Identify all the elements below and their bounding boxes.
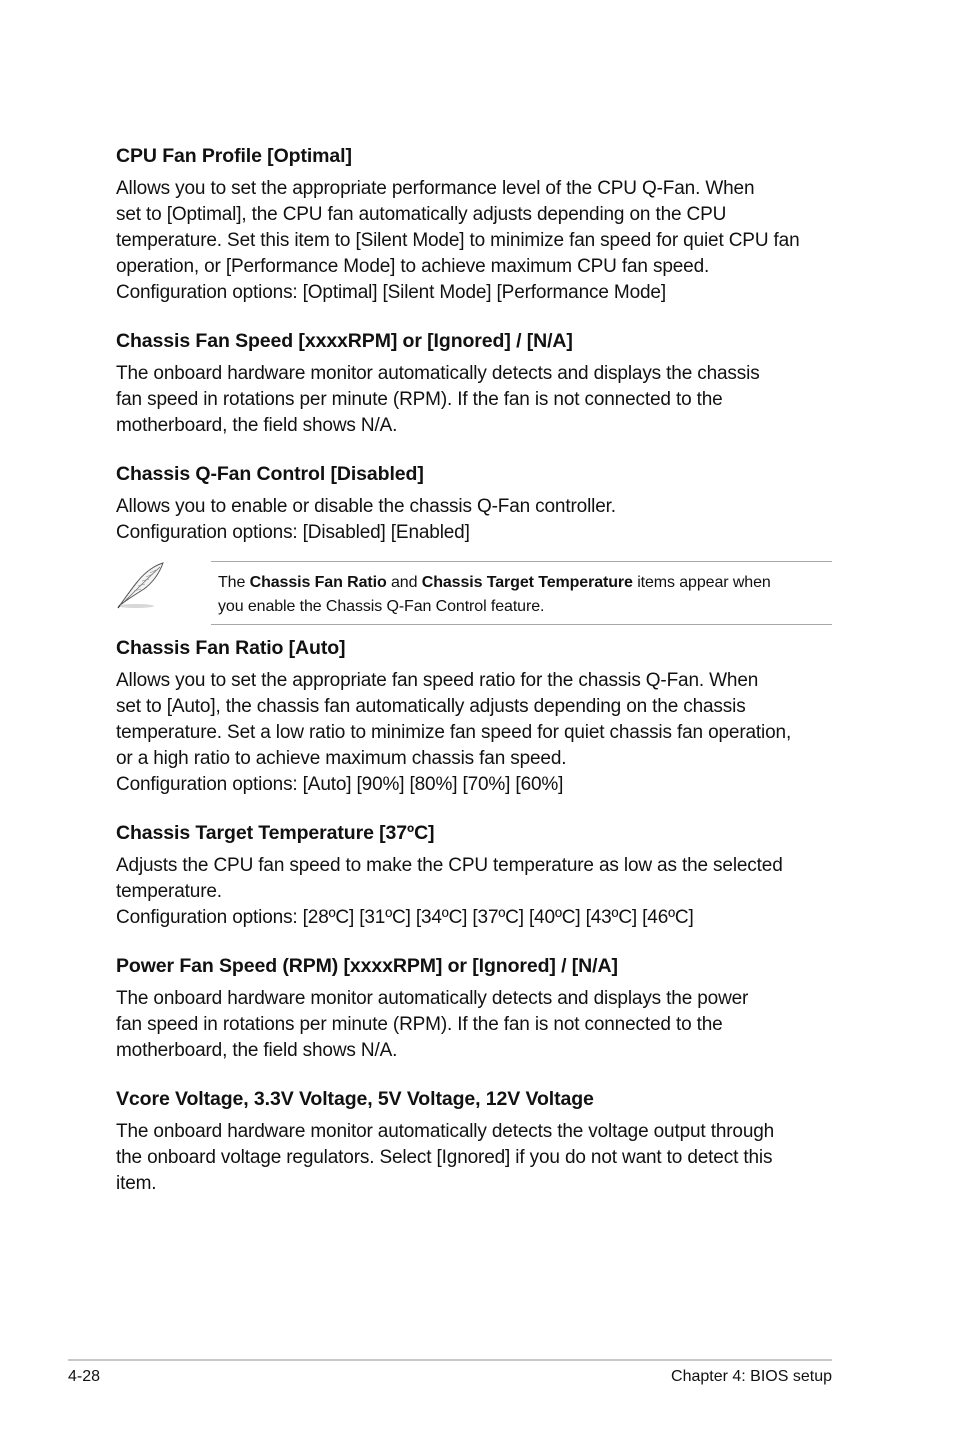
note-line: you enable the Chassis Q-Fan Control feature. xyxy=(218,598,545,615)
section-body xyxy=(116,668,832,798)
body-line: set to [Optimal], the CPU fan automatically adjusts depending on the CPU xyxy=(116,204,727,225)
body-line: fan speed in rotations per minute (RPM). If the fan is not connected to the xyxy=(116,389,723,410)
footer-divider xyxy=(68,1359,832,1361)
note-bold-term: Chassis Fan Ratio xyxy=(249,574,387,591)
note-line xyxy=(218,571,830,595)
note-text xyxy=(218,571,830,619)
pen-note-icon xyxy=(116,561,168,609)
body-line: Allows you to set the appropriate fan speed ratio for the chassis Q-Fan. When xyxy=(116,670,759,691)
body-line: operation, or [Performance Mode] to achieve maximum CPU fan speed. xyxy=(116,256,710,277)
body-line: motherboard, the field shows N/A. xyxy=(116,415,398,436)
body-line: motherboard, the field shows N/A. xyxy=(116,1040,398,1061)
body-line: The onboard hardware monitor automatically detects and displays the chassis xyxy=(116,363,760,384)
note-box xyxy=(211,561,832,625)
section-heading: Chassis Target Temperature [37ºC] xyxy=(116,822,435,844)
body-line: temperature. Set this item to [Silent Mode] to minimize fan speed for quiet CPU fan xyxy=(116,230,800,251)
note-text-part: and xyxy=(386,574,422,591)
body-line: The onboard hardware monitor automatically detects and displays the power xyxy=(116,988,749,1009)
section-chassis-target-temperature xyxy=(116,820,832,931)
section-chassis-fan-speed xyxy=(116,328,832,439)
body-line: fan speed in rotations per minute (RPM). If the fan is not connected to the xyxy=(116,1014,723,1035)
page-number: 4-28 xyxy=(68,1368,101,1385)
section-body xyxy=(116,361,832,439)
note-text-part: The xyxy=(218,574,250,591)
section-body xyxy=(116,986,832,1064)
section-chassis-fan-ratio xyxy=(116,635,832,798)
section-voltages xyxy=(116,1086,832,1197)
body-line: item. xyxy=(116,1173,157,1194)
section-power-fan-speed xyxy=(116,953,832,1064)
section-body xyxy=(116,176,832,306)
body-line: Configuration options: [Disabled] [Enabled] xyxy=(116,522,470,543)
body-line: Allows you to set the appropriate performance level of the CPU Q-Fan. When xyxy=(116,178,755,199)
section-body xyxy=(116,494,832,546)
section-heading: CPU Fan Profile [Optimal] xyxy=(116,145,352,167)
body-line: set to [Auto], the chassis fan automatically adjusts depending on the chassis xyxy=(116,696,746,717)
section-heading: Chassis Q-Fan Control [Disabled] xyxy=(116,463,424,485)
chapter-title: Chapter 4: BIOS setup xyxy=(671,1368,832,1385)
section-heading: Chassis Fan Ratio [Auto] xyxy=(116,637,346,659)
body-line: Configuration options: [28ºC] [31ºC] [34ºC] [37ºC] [40ºC] [43ºC] [46ºC] xyxy=(116,907,694,928)
body-line: Adjusts the CPU fan speed to make the CPU temperature as low as the selected xyxy=(116,855,783,876)
body-line: Configuration options: [Optimal] [Silent Mode] [Performance Mode] xyxy=(116,282,666,303)
section-heading: Power Fan Speed (RPM) [xxxxRPM] or [Ignored] / [N/A] xyxy=(116,955,618,977)
body-line: temperature. xyxy=(116,881,222,902)
section-chassis-qfan-control xyxy=(116,461,832,546)
note-text-part: items appear when xyxy=(632,574,771,591)
section-body xyxy=(116,1119,832,1197)
body-line: Allows you to enable or disable the chassis Q-Fan controller. xyxy=(116,496,616,517)
body-line: The onboard hardware monitor automatically detects the voltage output through xyxy=(116,1121,775,1142)
section-cpu-fan-profile xyxy=(116,143,832,306)
note-bold-term: Chassis Target Temperature xyxy=(421,574,633,591)
body-line: the onboard voltage regulators. Select [Ignored] if you do not want to detect this xyxy=(116,1147,773,1168)
section-heading: Chassis Fan Speed [xxxxRPM] or [Ignored] / [N/A] xyxy=(116,330,573,352)
body-line: Configuration options: [Auto] [90%] [80%] [70%] [60%] xyxy=(116,774,564,795)
body-line: temperature. Set a low ratio to minimize fan speed for quiet chassis fan operation, xyxy=(116,722,792,743)
page-content xyxy=(116,143,832,1197)
section-body xyxy=(116,853,832,931)
note-callout xyxy=(116,558,832,626)
section-heading: Vcore Voltage, 3.3V Voltage, 5V Voltage, 12V Voltage xyxy=(116,1088,594,1110)
body-line: or a high ratio to achieve maximum chassis fan speed. xyxy=(116,748,567,769)
